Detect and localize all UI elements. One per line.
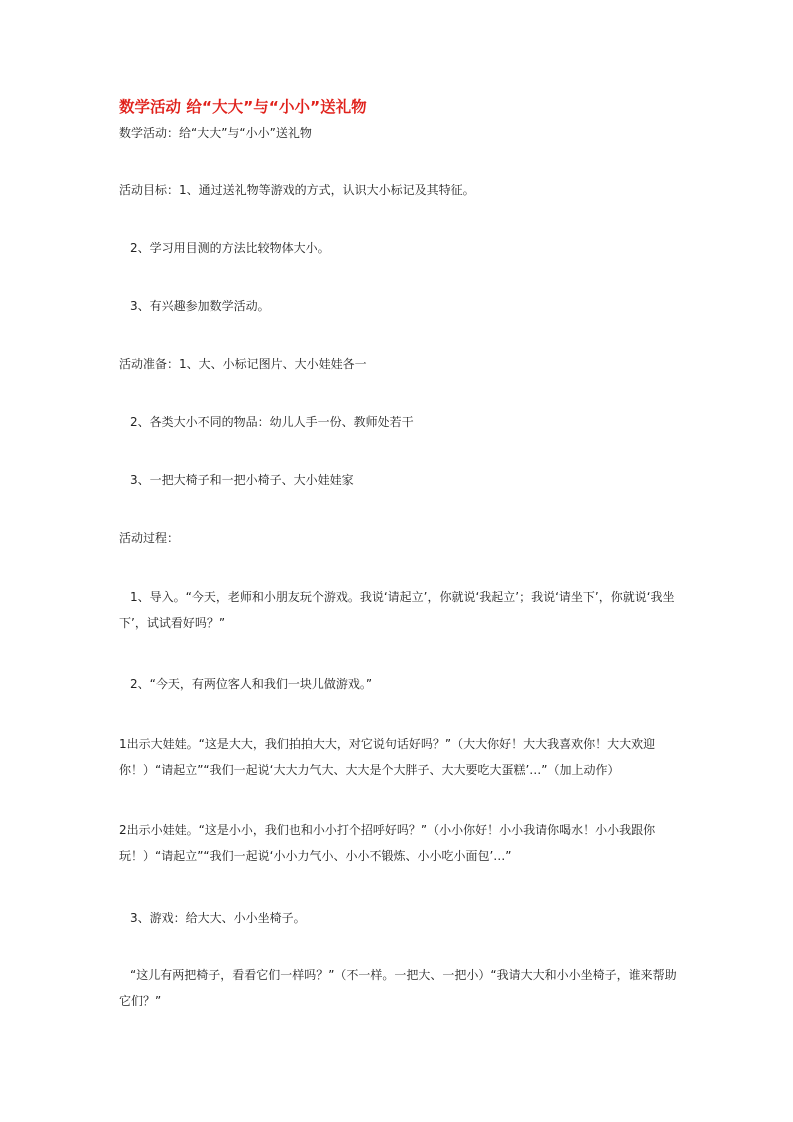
goals-line-2: 2、学习用目测的方法比较物体大小。: [130, 241, 330, 255]
prep-line-3: 3、一把大椅子和一把小椅子、大小娃娃家: [130, 473, 354, 487]
process-step-2-1: 1出示大娃娃。“这是大大，我们拍拍大大，对它说句话好吗？”（大大你好！大大我喜欢你！大大欢迎你！）“请起立”“我们一起说‘大大力气大、大大是个大胖子、大大要吃大蛋糕’…”（加上动作）: [119, 737, 656, 777]
process-step-2: 2、“今天，有两位客人和我们一块儿做游戏。”: [130, 677, 373, 691]
prep-line-1: 活动准备：1、大、小标记图片、大小娃娃各一: [119, 357, 367, 371]
process-step-3: 3、游戏：给大大、小小坐椅子。: [130, 911, 306, 925]
document-title: 数学活动 给“大大”与“小小”送礼物: [119, 98, 367, 116]
process-step-2-2: 2出示小娃娃。“这是小小，我们也和小小打个招呼好吗？”（小小你好！小小我请你喝水！小小我跟你玩！）“请起立”“我们一起说‘小小力气小、小小不锻炼、小小吃小面包’…”: [119, 823, 656, 863]
goals-line-3: 3、有兴趣参加数学活动。: [130, 299, 270, 313]
process-step-3-text: “这儿有两把椅子，看看它们一样吗？”（不一样。一把大、一把小）“我请大大和小小坐椅子，谁来帮助它们？”: [119, 968, 677, 1008]
prep-line-2: 2、各类大小不同的物品：幼儿人手一份、教师处若干: [130, 415, 414, 429]
goals-line-1: 活动目标：1、通过送礼物等游戏的方式，认识大小标记及其特征。: [119, 183, 475, 197]
process-step-1: 1、导入。“今天，老师和小朋友玩个游戏。我说‘请起立’，你就说‘我起立’；我说‘请坐下’，你就说‘我坐下’，试试看好吗？”: [119, 590, 675, 630]
document-subtitle: 数学活动：给“大大”与“小小”送礼物: [119, 126, 312, 140]
process-label: 活动过程：: [119, 531, 180, 545]
